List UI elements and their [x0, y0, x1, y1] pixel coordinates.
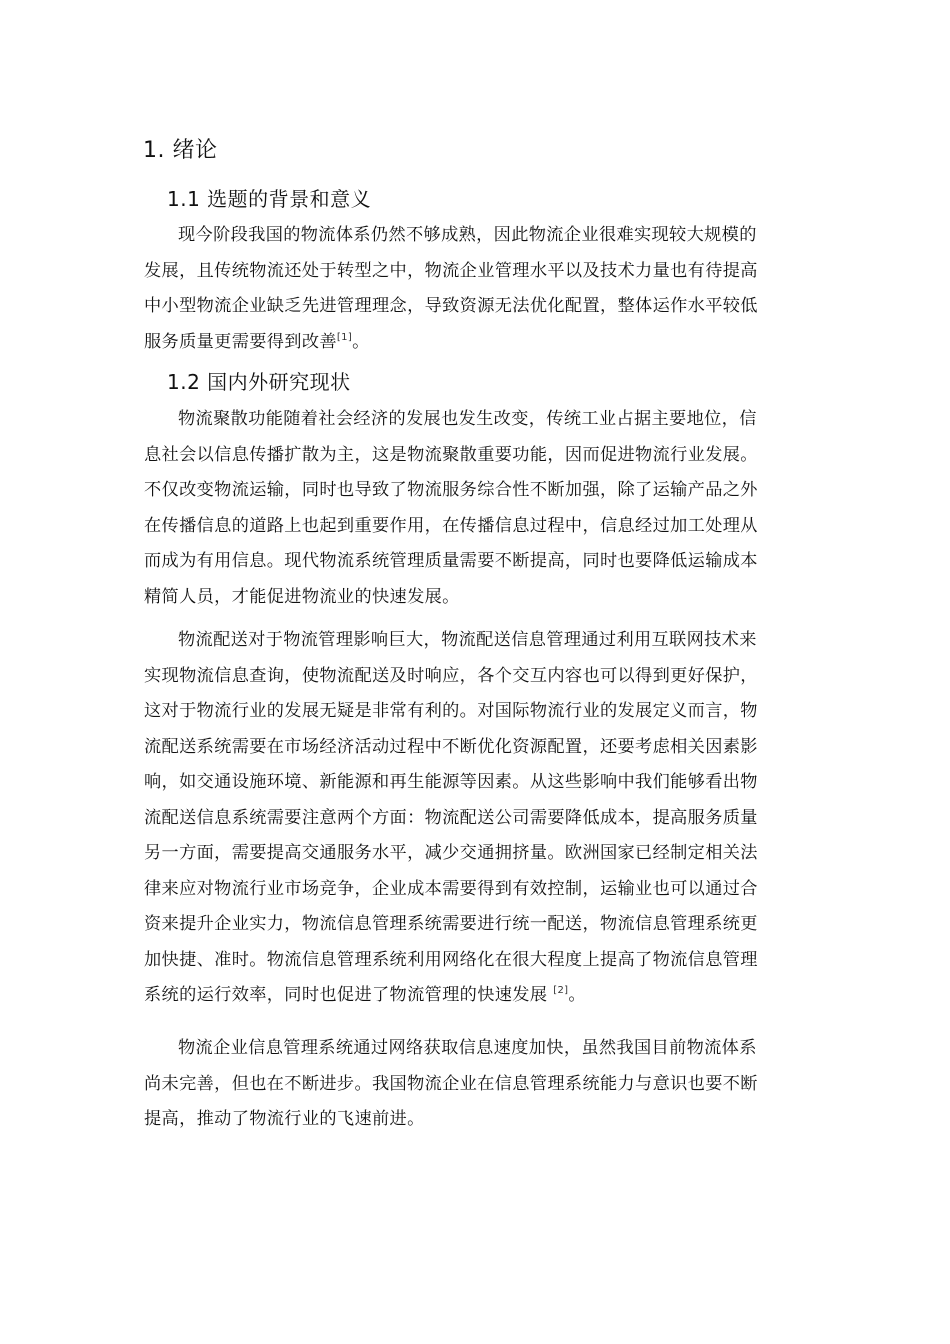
text-line: 实现物流信息查询，使物流配送及时响应，各个交互内容也可以得到更好保护，	[144, 665, 758, 686]
text-line-last	[144, 325, 814, 361]
text-line: 提高，推动了物流行业的飞速前进。	[144, 1109, 425, 1129]
sentence-end: 。	[568, 985, 586, 1005]
text-line: 资来提升企业实力，物流信息管理系统需要进行统一配送，物流信息管理系统更	[144, 914, 758, 934]
chapter-heading: 1. 绪论	[143, 138, 218, 163]
paragraph-background	[144, 218, 814, 360]
text-line: 响，如交通设施环境、新能源和再生能源等因素。从这些影响中我们能够看出物	[144, 772, 758, 792]
text-line: 这对于物流行业的发展无疑是非常有利的。对国际物流行业的发展定义而言，物	[144, 701, 758, 721]
text-line-last	[144, 978, 814, 1014]
paragraph-research-2	[144, 623, 814, 1014]
section-heading-1-2: 1.2 国内外研究现状	[167, 370, 351, 394]
section-heading-1-1: 1.1 选题的背景和意义	[167, 187, 372, 211]
text-line: 现今阶段我国的物流体系仍然不够成熟，因此物流企业很难实现较大规模的	[178, 225, 757, 245]
text-line: 律来应对物流行业市场竞争，企业成本需要得到有效控制，运输业也可以通过合	[144, 878, 758, 899]
text-line: 物流配送对于物流管理影响巨大，物流配送信息管理通过利用互联网技术来	[178, 630, 757, 650]
text-line: 另一方面，需要提高交通服务水平，减少交通拥挤量。欧洲国家已经制定相关法	[144, 843, 758, 863]
text-line: 发展，且传统物流还处于转型之中，物流企业管理水平以及技术力量也有待提高	[144, 260, 758, 281]
text-segment: 系统的运行效率，同时也促进了物流管理的快速发展	[144, 985, 554, 1005]
text-line: 物流企业信息管理系统通过网络获取信息速度加快，虽然我国目前物流体系	[178, 1038, 757, 1058]
text-line: 在传播信息的道路上也起到重要作用，在传播信息过程中，信息经过加工处理从	[144, 515, 758, 536]
text-line: 不仅改变物流运输，同时也导致了物流服务综合性不断加强，除了运输产品之外	[144, 480, 758, 500]
text-line: 加快捷、准时。物流信息管理系统利用网络化在很大程度上提高了物流信息管理	[144, 949, 758, 970]
citation-ref-2: [2]	[553, 985, 569, 996]
text-line: 尚未完善，但也在不断进步。我国物流企业在信息管理系统能力与意识也要不断	[144, 1073, 758, 1094]
text-line: 息社会以信息传播扩散为主，这是物流聚散重要功能，因而促进物流行业发展。	[144, 444, 758, 465]
paragraph-research-3	[144, 1031, 814, 1138]
text-line: 流配送信息系统需要注意两个方面：物流配送公司需要降低成本，提高服务质量	[144, 807, 758, 828]
citation-ref-1: [1]	[336, 331, 353, 343]
text-line: 中小型物流企业缺乏先进管理理念，导致资源无法优化配置，整体运作水平较低	[144, 296, 758, 316]
text-line: 物流聚散功能随着社会经济的发展也发生改变，传统工业占据主要地位，信	[178, 409, 757, 429]
text-line: 精简人员，才能促进物流业的快速发展。	[144, 586, 460, 607]
text-line: 而成为有用信息。现代物流系统管理质量需要不断提高，同时也要降低运输成本	[144, 551, 758, 571]
paragraph-research-1	[144, 402, 814, 615]
text-line: 流配送系统需要在市场经济活动过程中不断优化资源配置，还要考虑相关因素影	[144, 736, 758, 757]
text-segment: 服务质量更需要得到改善	[144, 331, 337, 352]
sentence-end: 。	[352, 331, 370, 352]
